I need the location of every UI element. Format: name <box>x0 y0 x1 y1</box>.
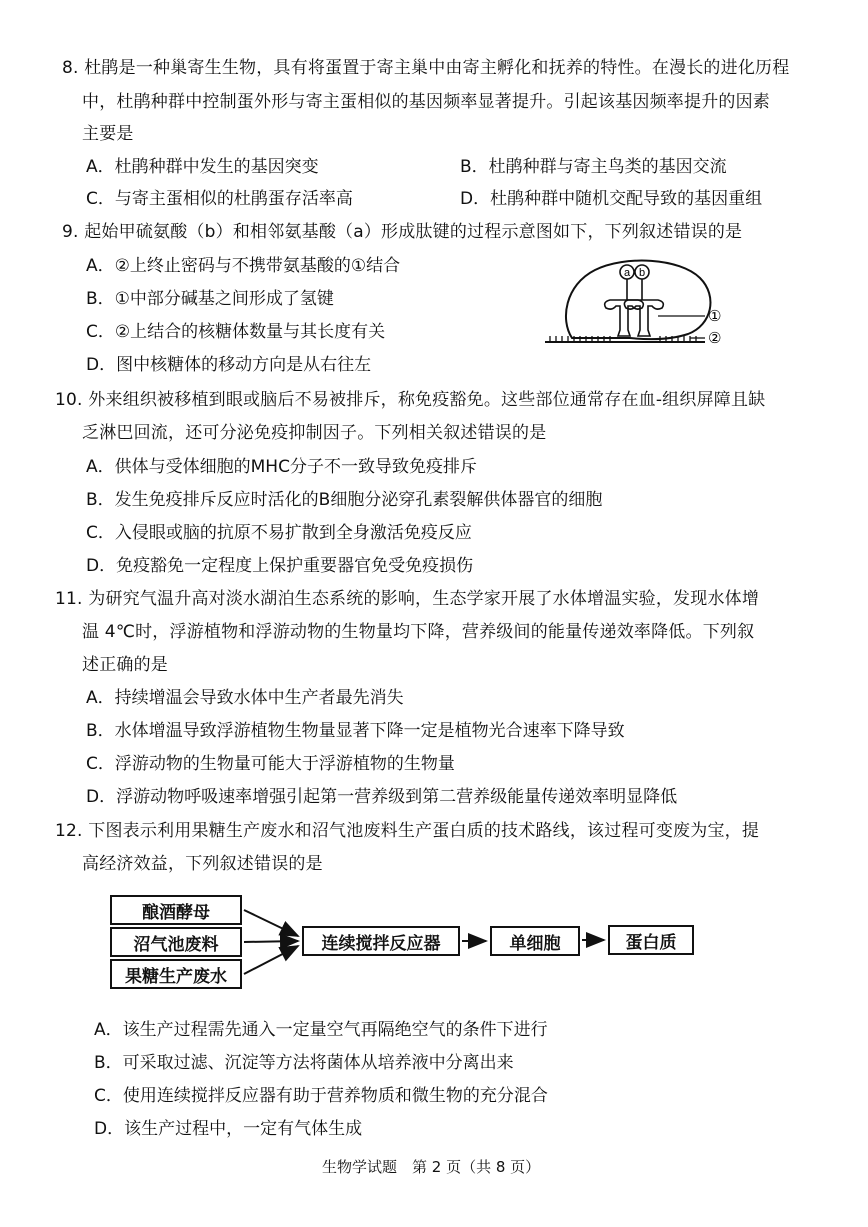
flow-reactor: 连续搅拌反应器 <box>302 926 460 956</box>
flow-protein: 蛋白质 <box>608 925 694 955</box>
flow-input-biogas-waste: 沼气池废料 <box>110 927 242 957</box>
q12-stem-line-2: 高经济效益，下列叙述错误的是 <box>82 854 323 874</box>
q12-option-c: C．使用连续搅拌反应器有助于营养物质和微生物的充分混合 <box>94 1086 548 1106</box>
q10-option-a: A．供体与受体细胞的MHC分子不一致导致免疫排斥 <box>86 457 477 477</box>
q8-stem-line-2: 中，杜鹃种群中控制蛋外形与寄主蛋相似的基因频率显著提升。引起该基因频率提升的因素 <box>82 92 770 112</box>
q9-number: 9. <box>62 222 79 242</box>
flow-input-fructose-wastewater: 果糖生产废水 <box>110 959 242 989</box>
q11-number: 11. <box>55 589 83 609</box>
label-trna-1: ① <box>708 307 722 325</box>
q12-number: 12. <box>55 821 83 841</box>
q8-stem-text-1: 杜鹃是一种巢寄生生物，具有将蛋置于寄主巢中由寄主孵化和抚养的特性。在漫长的进化历程 <box>84 58 790 78</box>
q11-stem-text-1: 为研究气温升高对淡水湖泊生态系统的影响，生态学家开展了水体增温实验，发现水体增 <box>88 589 760 609</box>
q9-stem-text-1: 起始甲硫氨酸（b）和相邻氨基酸（a）形成肽键的过程示意图如下，下列叙述错误的是 <box>84 222 743 242</box>
q12-stem-line-1 <box>55 819 759 843</box>
q8-option-b: B．杜鹃种群与寄主鸟类的基因交流 <box>460 157 727 177</box>
q10-number: 10. <box>55 390 83 410</box>
q10-stem-text-1: 外来组织被移植到眼或脑后不易被排斥，称免疫豁免。这些部位通常存在血-组织屏障且缺 <box>88 390 766 410</box>
q11-option-b: B．水体增温导致浮游植物生物量显著下降一定是植物光合速率下降导致 <box>86 721 625 741</box>
q12-option-d: D．该生产过程中，一定有气体生成 <box>94 1119 363 1139</box>
q11-option-a: A．持续增温会导致水体中生产者最先消失 <box>86 688 404 708</box>
q9-option-c: C．②上结合的核糖体数量与其长度有关 <box>86 322 386 342</box>
amino-acid-b-label: b <box>638 267 646 279</box>
q10-stem-line-2: 乏淋巴回流，还可分泌免疫抑制因子。下列相关叙述错误的是 <box>82 423 547 443</box>
q11-option-d: D．浮游动物呼吸速率增强引起第一营养级到第二营养级能量传递效率明显降低 <box>86 787 678 807</box>
flow-input-yeast: 酿酒酵母 <box>110 895 242 925</box>
flow-single-cell: 单细胞 <box>490 926 580 956</box>
q10-option-c: C．入侵眼或脑的抗原不易扩散到全身激活免疫反应 <box>86 523 472 543</box>
q11-stem-line-1 <box>55 587 759 611</box>
q12-option-b: B．可采取过滤、沉淀等方法将菌体从培养液中分离出来 <box>94 1053 514 1073</box>
label-mrna-2: ② <box>708 329 722 347</box>
q8-option-c: C．与寄主蛋相似的杜鹃蛋存活率高 <box>86 189 353 209</box>
arrow-yeast-to-reactor <box>244 910 298 936</box>
arrow-fructose-to-reactor <box>244 946 298 974</box>
q11-stem-line-3: 述正确的是 <box>82 655 168 675</box>
arrow-biogas-to-reactor <box>244 941 298 942</box>
amino-acid-a-label: a <box>623 267 631 279</box>
q9-option-a: A．②上终止密码与不携带氨基酸的①结合 <box>86 256 401 276</box>
q10-option-b: B．发生免疫排斥反应时活化的B细胞分泌穿孔素裂解供体器官的细胞 <box>86 490 603 510</box>
q10-stem-line-1 <box>55 388 765 412</box>
q10-option-d: D．免疫豁免一定程度上保护重要器官免受免疫损伤 <box>86 556 474 576</box>
q8-option-d: D．杜鹃种群中随机交配导致的基因重组 <box>460 189 763 209</box>
page-footer: 生物学试题 第 2 页（共 8 页） <box>322 1158 541 1176</box>
q8-stem-line-3: 主要是 <box>82 124 134 144</box>
q9-option-b: B．①中部分碱基之间形成了氢键 <box>86 289 334 309</box>
q9-option-d: D．图中核糖体的移动方向是从右往左 <box>86 355 372 375</box>
q8-option-a: A．杜鹃种群中发生的基因突变 <box>86 157 319 177</box>
q8-stem-line-1 <box>62 56 789 80</box>
q12-stem-text-1: 下图表示利用果糖生产废水和沼气池废料生产蛋白质的技术路线，该过程可变废为宝，提 <box>88 821 760 841</box>
q9-stem-line-1 <box>62 220 742 244</box>
q8-number: 8. <box>62 58 79 78</box>
q11-stem-line-2: 温 4℃时，浮游植物和浮游动物的生物量均下降，营养级间的能量传递效率降低。下列叙 <box>82 622 755 642</box>
q12-option-a: A．该生产过程需先通入一定量空气再隔绝空气的条件下进行 <box>94 1020 548 1040</box>
q11-option-c: C．浮游动物的生物量可能大于浮游植物的生物量 <box>86 754 455 774</box>
ribosome-diagram <box>540 250 740 360</box>
